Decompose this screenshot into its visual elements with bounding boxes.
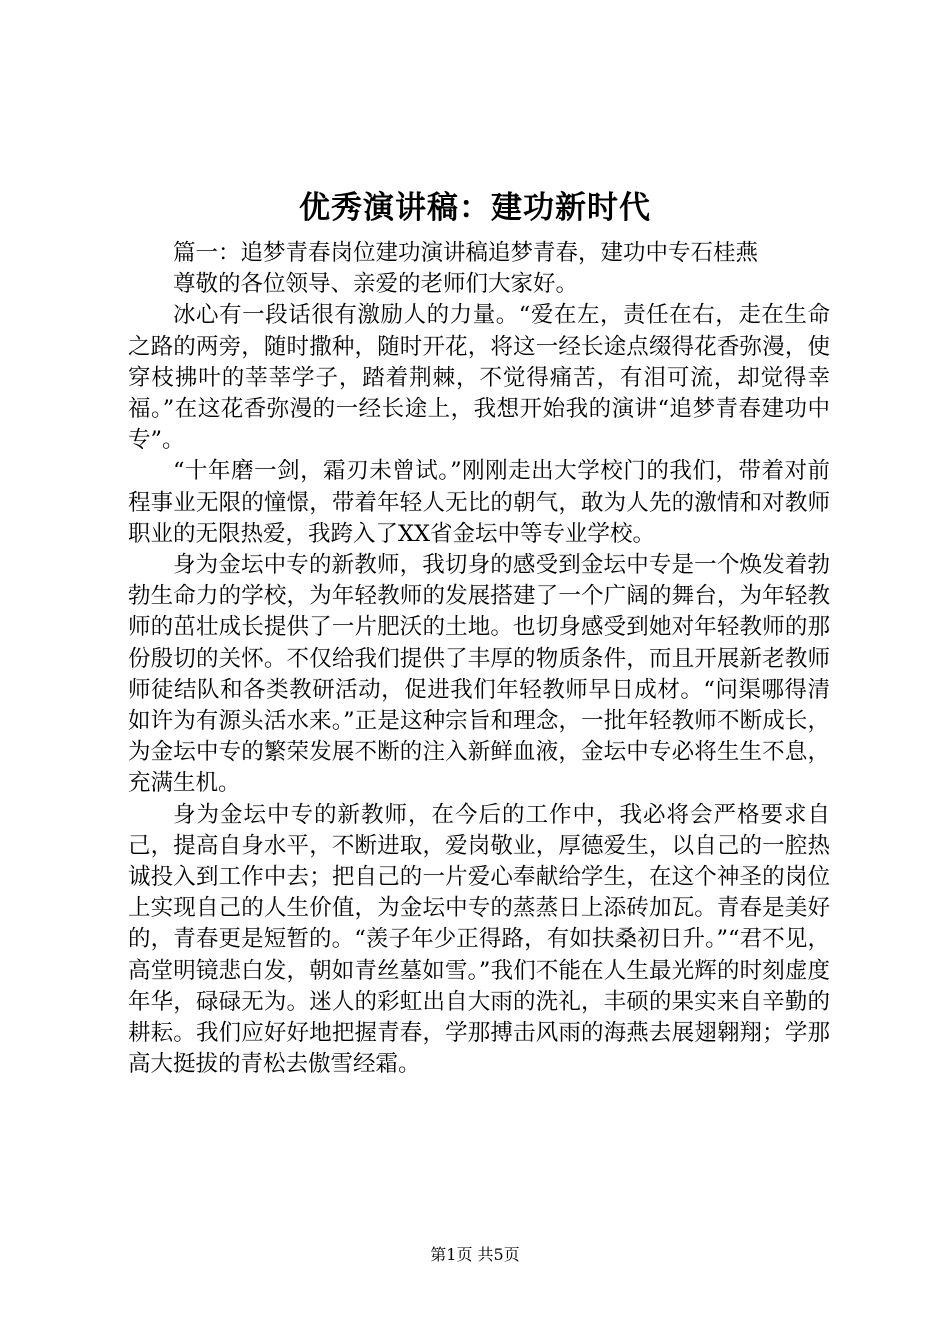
page-footer: 第1页 共5页 bbox=[430, 1245, 520, 1264]
document-body bbox=[128, 238, 830, 1080]
document-title: 优秀演讲稿：建功新时代 bbox=[299, 190, 651, 226]
paragraph-greeting: 尊敬的各位领导、亲爱的老师们大家好。 bbox=[173, 271, 579, 298]
paragraph: 身为金坛中专的新教师，在今后的工作中，我必将会严格要求自己，提高自身水平，不断进取，爱岗敬业，厚德爱生，以自己的一腔热诚投入到工作中去；把自己的一片爱心奉献给学生，在这个神圣的岗位上实现自己的人生价值，为金坛中专的蒸蒸日上添砖加瓦。青春是美好的，青春更是短暂的。“羡子年少正得路，有如扶桑初日升。”“君不见，高堂明镜悲白发，朝如青丝墓如雪。”我们不能在人生最光辉的时刻虚度年华，碌碌无为。迷人的彩虹出自大雨的洗礼，丰硕的果实来自辛勤的耕耘。我们应好好地把握青春，学那搏击风雨的海燕去展翅翱翔；学那高大挺拔的青松去傲雪经霜。 bbox=[128, 801, 830, 1078]
paragraph-heading: 篇一：追梦青春岗位建功演讲稿追梦青春，建功中专石桂燕 bbox=[173, 240, 759, 266]
paragraph: 冰心有一段话很有激励人的力量。“爱在左，责任在右，走在生命之路的两旁，随时撒种，随时开花，将这一经长途点缀得花香弥漫，使穿枝拂叶的莘莘学子，踏着荆棘，不觉得痛苦，有泪可流，却觉得幸福。”在这花香弥漫的一经长途上，我想开始我的演讲“追梦青春建功中专”。 bbox=[128, 302, 830, 454]
paragraph: 身为金坛中专的新教师，我切身的感受到金坛中专是一个焕发着勃勃生命力的学校，为年轻教师的发展搭建了一个广阔的舞台，为年轻教师的茁壮成长提供了一片肥沃的土地。也切身感受到她对年轻教师的那份殷切的关怀。不仅给我们提供了丰厚的物质条件，而且开展新老教师师徒结队和各类教研活动，促进我们年轻教师早日成材。“问渠哪得清如许为有源头活水来。”正是这种宗旨和理念，一批年轻教师不断成长，为金坛中专的繁荣发展不断的注入新鲜血液，金坛中专必将生生不息，充满生机。 bbox=[128, 552, 830, 797]
paragraph: “十年磨一剑，霜刃未曾试。”刚刚走出大学校门的我们，带着对前程事业无限的憧憬，带着年轻人无比的朝气，敢为人先的激情和对教师职业的无限热爱，我跨入了XX省金坛中等专业学校。 bbox=[128, 458, 830, 547]
